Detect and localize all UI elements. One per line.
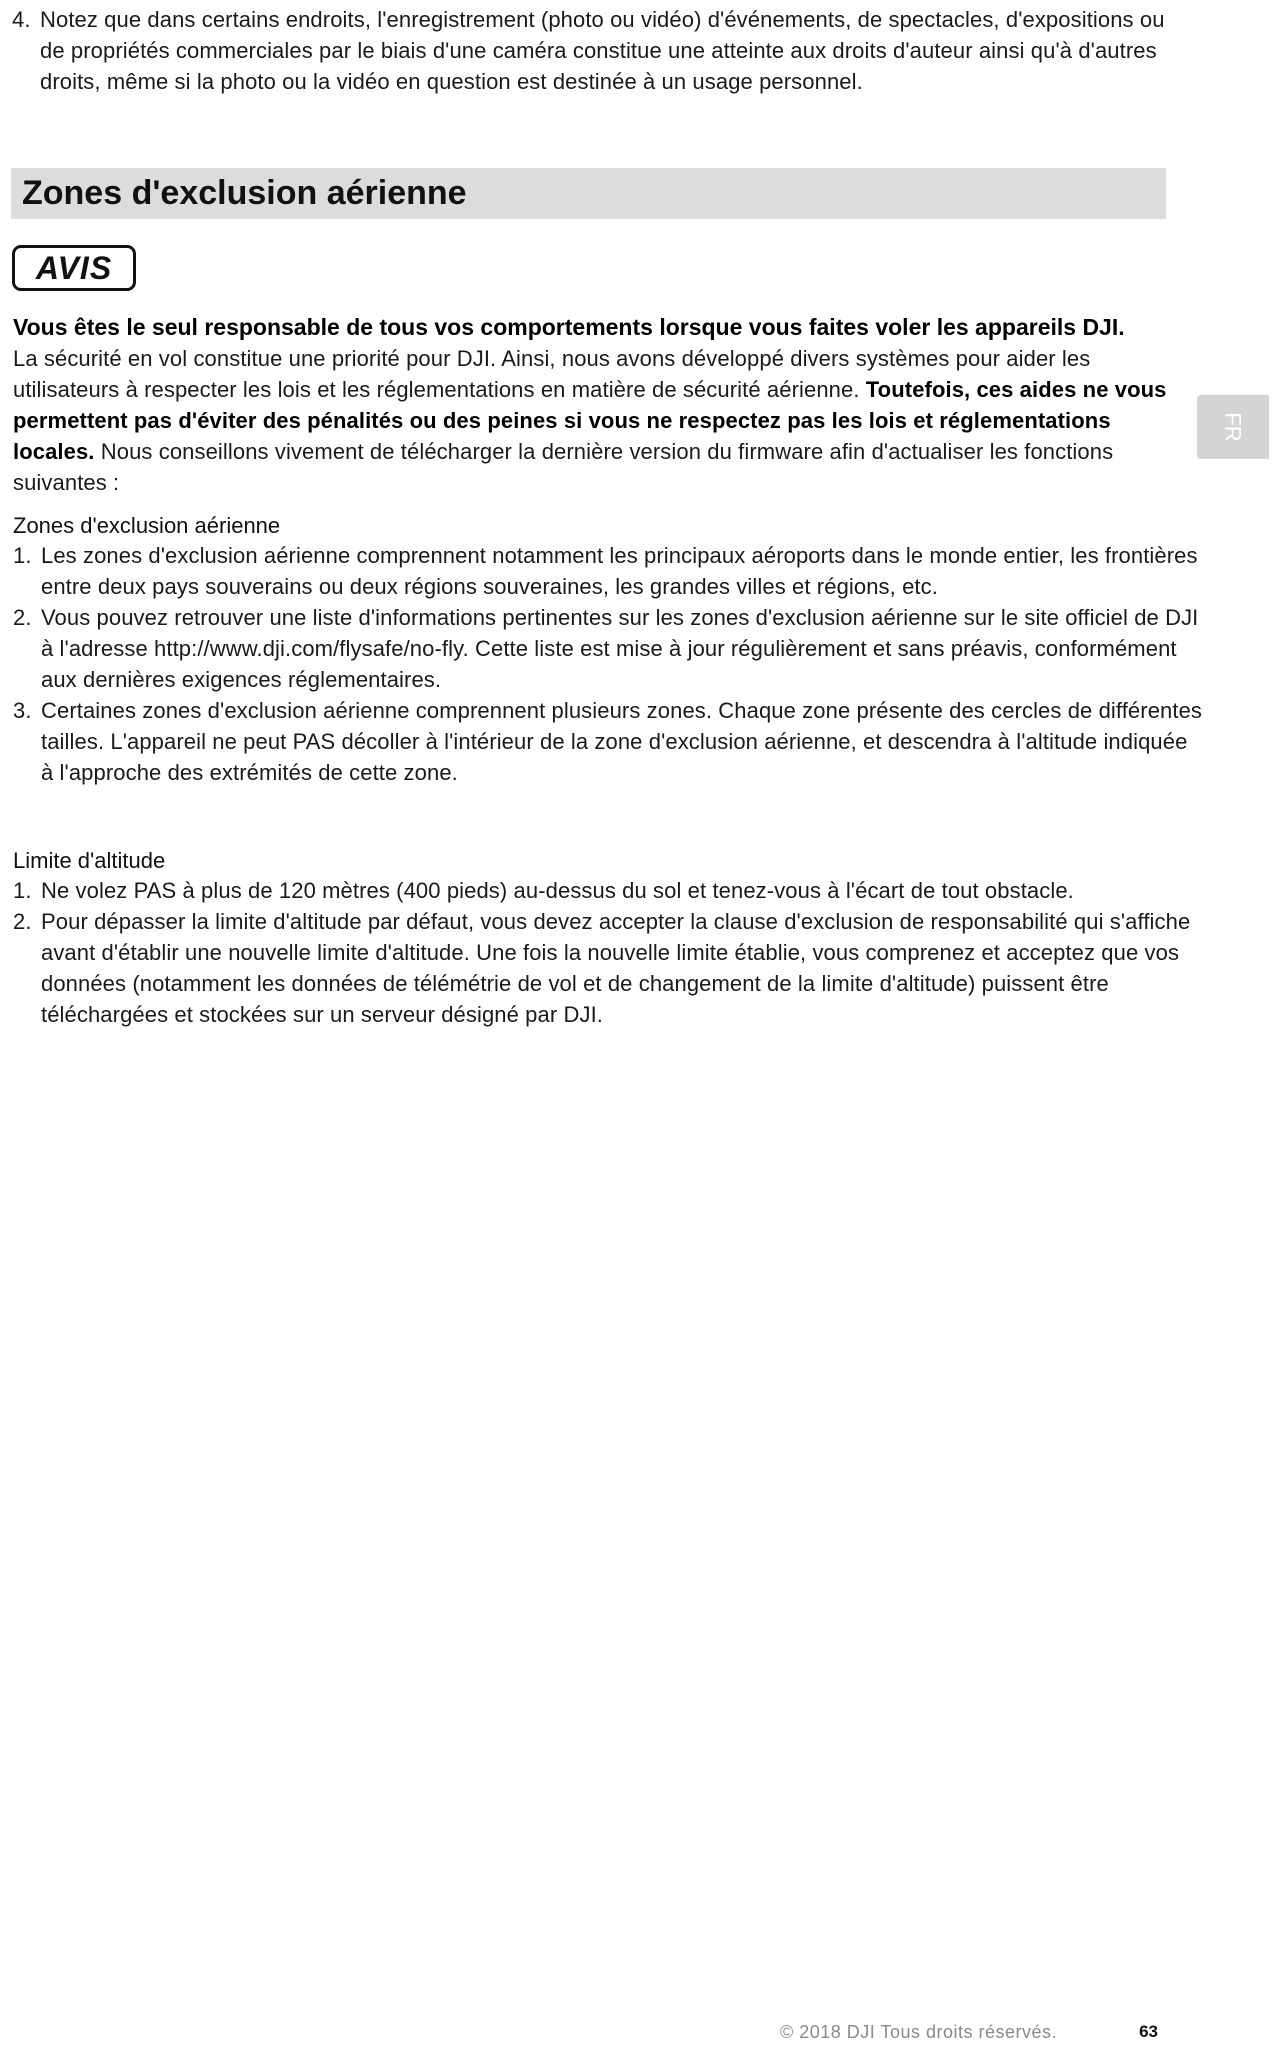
zones-heading: Zones d'exclusion aérienne xyxy=(13,513,281,538)
language-tab xyxy=(1197,395,1269,459)
list-item-number: 2. xyxy=(13,605,32,630)
list-item-text: Ne volez PAS à plus de 120 mètres (400 pieds) au-dessus du sol et tenez-vous à l'écart de tout obstacle. xyxy=(41,878,1074,903)
notice-text-2: Nous conseillons vivement de télécharger la dernière version du firmware afin d'actualiser les fonctions suivantes : xyxy=(13,439,1114,495)
language-tab-label: FR xyxy=(1220,412,1246,442)
list-item-number: 2. xyxy=(13,909,32,934)
notice-text-1: La sécurité en vol constitue une priorité pour DJI. Ainsi, nous avons développé divers systèmes pour aider les utilisateurs à respecter les lois et les réglementations en matière de sécurité aérienne. xyxy=(13,346,1091,402)
notice-badge xyxy=(12,245,136,291)
list-item xyxy=(13,540,1203,602)
zones-list xyxy=(13,540,1203,788)
list-item xyxy=(13,695,1203,788)
altitude-heading: Limite d'altitude xyxy=(13,848,166,873)
list-item-4 xyxy=(12,4,1172,97)
list-item xyxy=(13,602,1203,695)
copyright-text: © 2018 DJI Tous droits réservés. xyxy=(780,2022,1058,2042)
list-item xyxy=(13,906,1203,1030)
section-header-bar xyxy=(11,168,1166,219)
page-footer xyxy=(780,2022,1170,2050)
list-item-text: Pour dépasser la limite d'altitude par défaut, vous devez accepter la clause d'exclusion de responsabilité qui s'affiche avant d'établir une nouvelle limite d'altitude. Une fois la nouvelle limite établie, vous comprenez et acceptez que vos données (notamment les données de télémétrie de vol et de changement de la limite d'altitude) puissent être téléchargées et stockées sur un serveur désigné par DJI. xyxy=(41,909,1191,1027)
altitude-list xyxy=(13,875,1203,1030)
list-item-text: Certaines zones d'exclusion aérienne comprennent plusieurs zones. Chaque zone présente des cercles de différentes tailles. L'appareil ne peut PAS décoller à l'intérieur de la zone d'exclusion aérienne, et descendra à l'altitude indiquée à l'approche des extrémités de cette zone. xyxy=(41,698,1203,785)
page-number: 63 xyxy=(1139,2022,1158,2041)
notice-paragraph xyxy=(13,343,1168,498)
notice-badge-label: AVIS xyxy=(35,249,113,286)
list-item-number: 1. xyxy=(13,878,32,903)
list-item-text: Les zones d'exclusion aérienne comprennent notamment les principaux aéroports dans le monde entier, les frontières entre deux pays souverains ou deux régions souveraines, les grandes villes et régions, etc. xyxy=(41,543,1198,599)
list-item xyxy=(13,875,1203,906)
list-item-number: 4. xyxy=(12,7,31,32)
notice-block xyxy=(13,311,1168,498)
list-item-number: 1. xyxy=(13,543,32,568)
notice-lead: Vous êtes le seul responsable de tous vos comportements lorsque vous faites voler les appareils DJI. xyxy=(13,314,1125,340)
list-item-number: 3. xyxy=(13,698,32,723)
list-item-text: Vous pouvez retrouver une liste d'informations pertinentes sur les zones d'exclusion aérienne sur le site officiel de DJI à l'adresse http://www.dji.com/flysafe/no-fly. Cette liste est mise à jour régulièrement et sans préavis, conformément aux dernières exigences réglementaires. xyxy=(41,605,1199,692)
notice-bold: Toutefois, ces aides ne vous permettent pas d'éviter des pénalités ou des peines si vous ne respectez pas les lois et réglementations locales. xyxy=(13,377,1167,464)
section-title: Zones d'exclusion aérienne xyxy=(22,174,467,212)
list-item-text: Notez que dans certains endroits, l'enregistrement (photo ou vidéo) d'événements, de spectacles, d'expositions ou de propriétés commerciales par le biais d'une caméra constitue une atteinte aux droits d'auteur ainsi qu'à d'autres droits, même si la photo ou la vidéo en question est destinée à un usage personnel. xyxy=(40,7,1165,94)
